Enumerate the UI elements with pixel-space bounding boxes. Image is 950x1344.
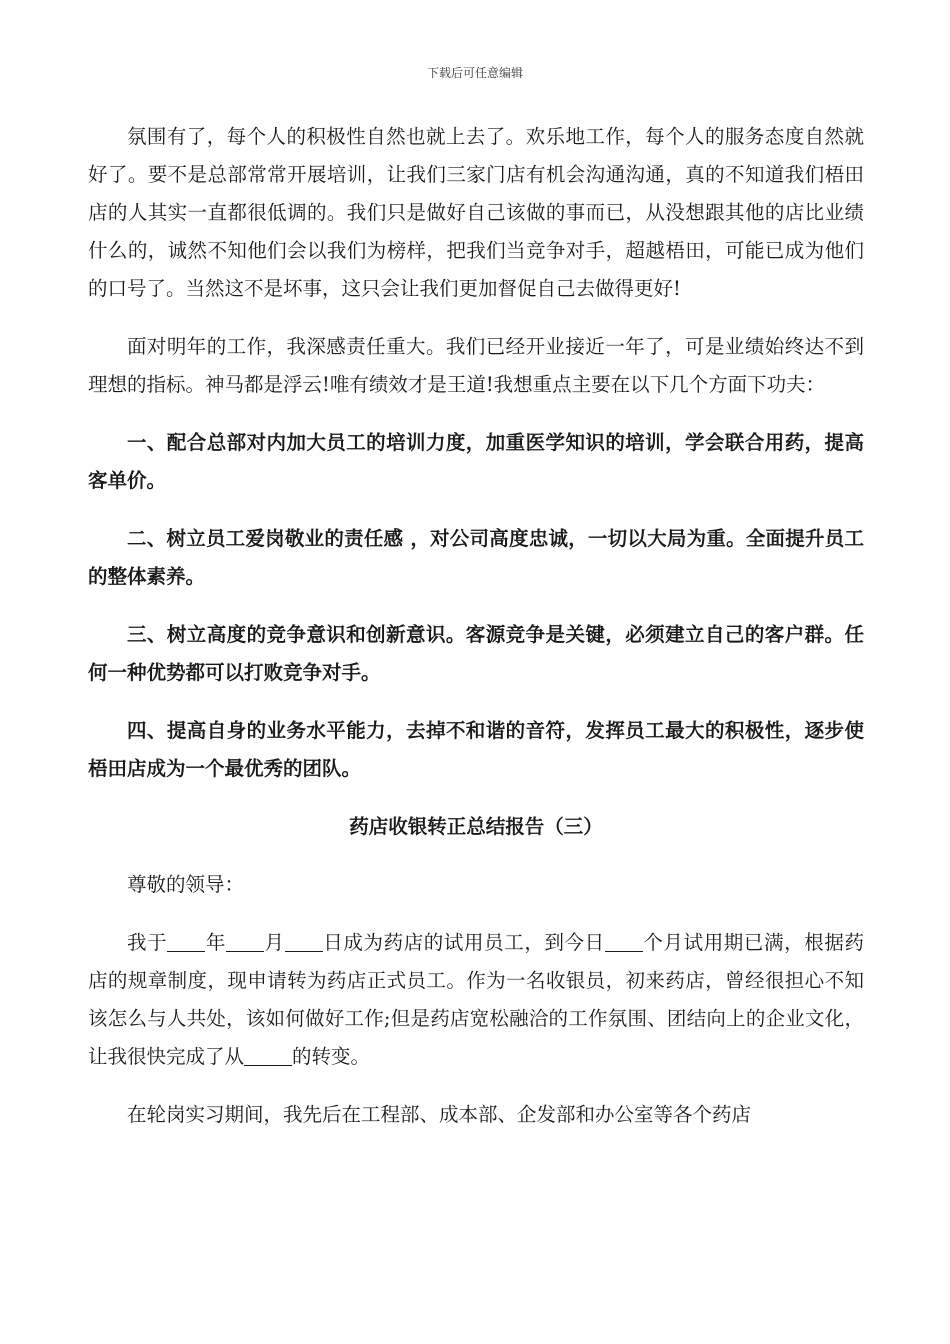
- paragraph: 氛围有了，每个人的积极性自然也就上去了。欢乐地工作，每个人的服务态度自然就好了。要不是总部常常开展培训，让我们三家门店有机会沟通沟通，真的不知道我们梧田店的人其实一直都很低调的。我们只是做好自己该做的事而已，从没想跟其他的店比业绩什么的，诚然不知他们会以我们为榜样，把我们当竞争对手，超越梧田，可能已成为他们的口号了。当然这不是坏事，这只会让我们更加督促自己去做得更好!: [88, 125, 864, 300]
- document-body: [88, 118, 864, 1154]
- paragraph: 在轮岗实习期间，我先后在工程部、成本部、企发部和办公室等各个药店: [127, 1103, 752, 1126]
- point-item: 三、树立高度的竞争意识和创新意识。客源竞争是关键，必须建立自己的客户群。任何一种优势都可以打败竞争对手。: [88, 623, 864, 684]
- intro-text: 日成为药店的试用员工，到今日: [322, 931, 605, 954]
- intro-text: 年: [205, 931, 226, 954]
- intro-text: 个月试用期已满，根据药店的规章制度，现申请转为药店正式员工。作为一名收银员，初来药店，曾经很担心不知该怎么与人共处，该如何做好工作;但是药店宽松融洽的工作氛围、团结向上的企业文化，让我很快完成了从: [88, 931, 864, 1068]
- page-header: 下载后可任意编辑: [426, 66, 523, 80]
- intro-text: 我于: [127, 931, 168, 954]
- intro-paragraph: [88, 924, 864, 1076]
- intro-text: 的转变。: [292, 1045, 371, 1068]
- blank-line: [167, 932, 205, 953]
- paragraph: 面对明年的工作，我深感责任重大。我们已经开业接近一年了，可是业绩始终达不到理想的指标。神马都是浮云!唯有绩效才是王道!我想重点主要在以下几个方面下功夫：: [88, 335, 864, 396]
- blank-line: [285, 932, 323, 953]
- salutation: 尊敬的领导：: [127, 873, 245, 896]
- point-item: 二、树立员工爱岗敬业的责任感 ，对公司高度忠诚，一切以大局为重。全面提升员工的整体素养。: [88, 527, 864, 588]
- blank-line: [605, 932, 643, 953]
- section-title: 药店收银转正总结报告（三）: [349, 815, 603, 838]
- intro-text: 月: [263, 931, 285, 954]
- blank-line: [226, 932, 264, 953]
- point-item: 四、提高自身的业务水平能力，去掉不和谐的音符，发挥员工最大的积极性，逐步使梧田店成为一个最优秀的团队。: [88, 719, 864, 780]
- point-item: 一、配合总部对内加大员工的培训力度，加重医学知识的培训，学会联合用药，提高客单价。: [88, 431, 864, 492]
- blank-line: [244, 1046, 292, 1067]
